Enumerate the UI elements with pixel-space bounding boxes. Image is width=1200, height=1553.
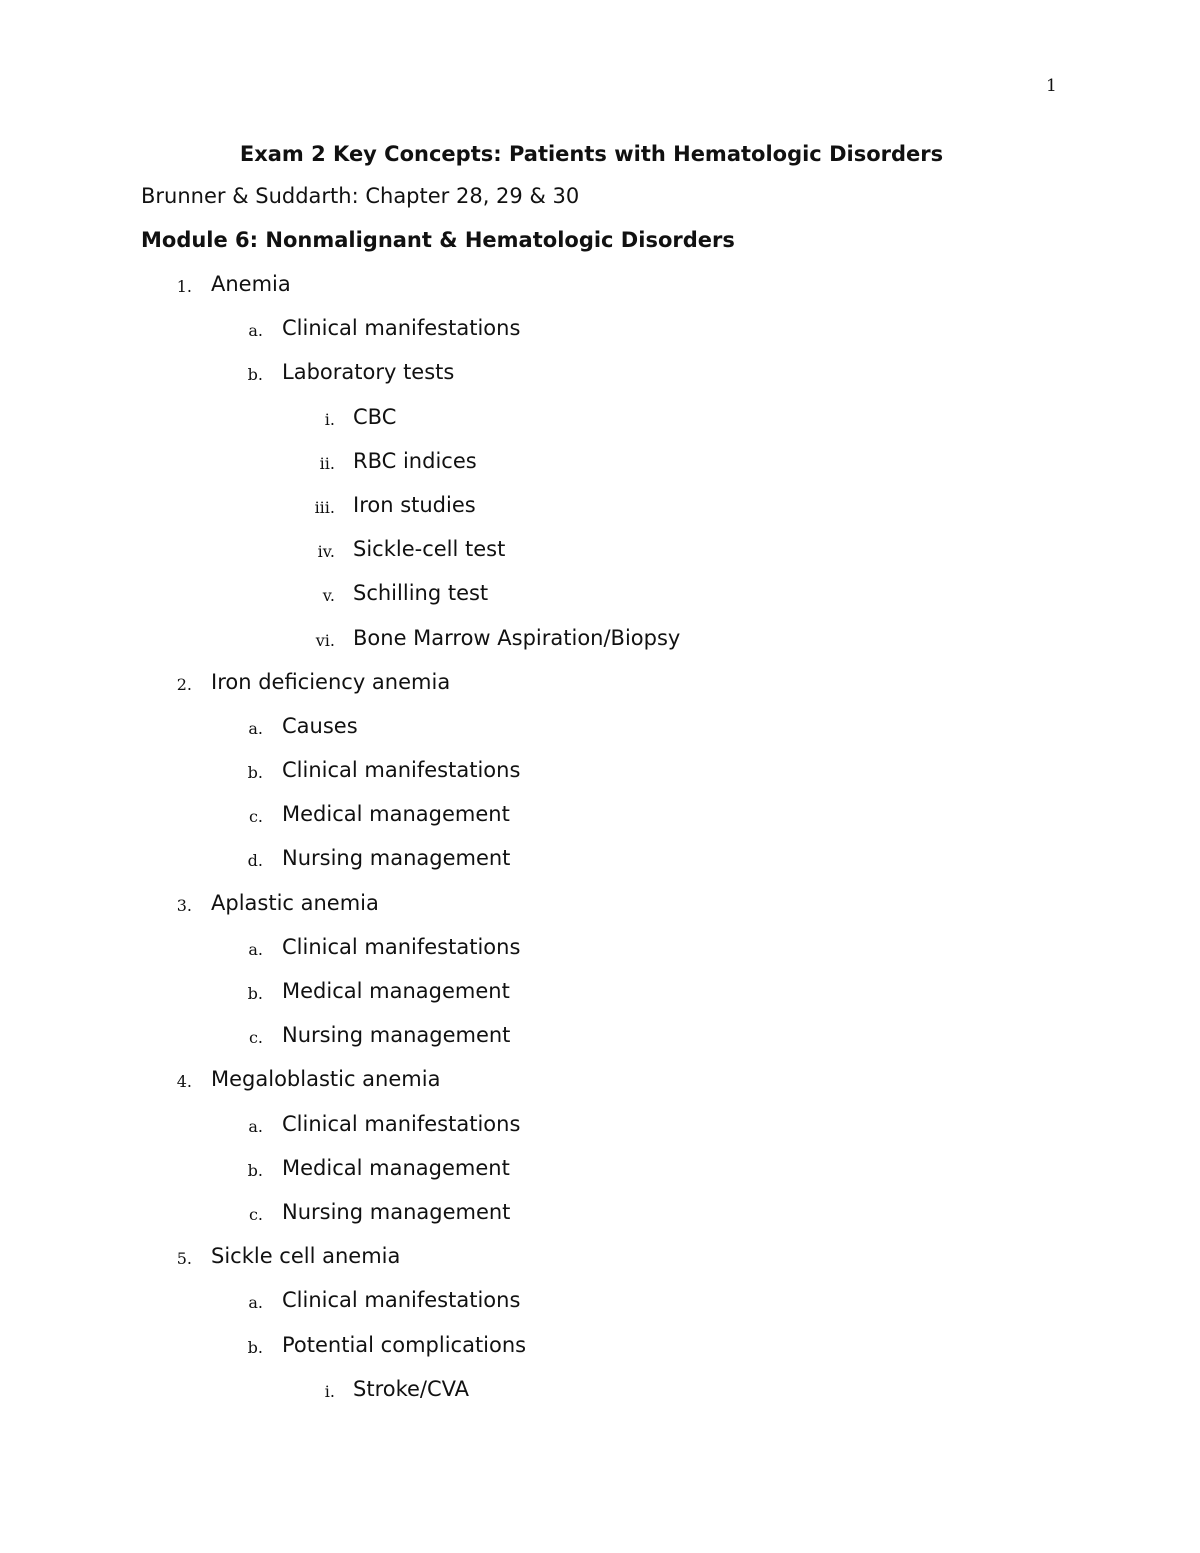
outline-item-level-2 xyxy=(0,1021,1200,1065)
outline-item-marker: c. xyxy=(248,807,263,827)
outline-item-level-1 xyxy=(0,1242,1200,1286)
outline-item-text: Nursing management xyxy=(282,846,511,871)
outline-item-text: Potential complications xyxy=(282,1332,527,1357)
outline-item-text: Clinical manifestations xyxy=(282,316,521,341)
outline-item-marker: v. xyxy=(322,586,335,606)
outline-item-marker: vi. xyxy=(315,630,335,650)
outline-item-marker: a. xyxy=(248,718,263,738)
outline-item-level-1 xyxy=(0,1065,1200,1109)
outline-item-text: Megaloblastic anemia xyxy=(211,1067,441,1092)
outline-item-level-3 xyxy=(0,579,1200,623)
outline-item-marker: iii. xyxy=(314,497,335,517)
outline-item-text: Nursing management xyxy=(282,1199,511,1224)
outline-item-marker: b. xyxy=(247,984,263,1003)
document-subtitle: Brunner & Suddarth: Chapter 28, 29 & 30 xyxy=(141,184,580,208)
outline-item-level-2 xyxy=(0,1110,1200,1154)
outline-item-level-3 xyxy=(0,1375,1200,1419)
outline-item-text: Medical management xyxy=(282,979,510,1003)
outline-item-marker: 4. xyxy=(176,1072,192,1092)
outline-item-text: Clinical manifestations xyxy=(282,758,521,783)
outline-item-marker: b. xyxy=(247,365,263,385)
outline-item-text: Laboratory tests xyxy=(282,360,455,385)
outline-item-marker: c. xyxy=(248,1028,263,1048)
outline-item-level-2 xyxy=(0,314,1200,358)
outline-item-marker: 5. xyxy=(176,1249,192,1269)
outline-item-text: Clinical manifestations xyxy=(282,1288,521,1313)
outline-item-marker: 3. xyxy=(176,895,192,915)
outline-item-text: Causes xyxy=(282,713,358,738)
module-heading: Module 6: Nonmalignant & Hematologic Disorders xyxy=(141,228,735,252)
outline-item-marker: d. xyxy=(247,851,263,871)
outline-item-text: Sickle-cell test xyxy=(353,537,506,562)
outline-item-level-3 xyxy=(0,624,1200,668)
outline-item-marker: a. xyxy=(248,1293,263,1313)
outline-item-text: Clinical manifestations xyxy=(282,934,521,959)
outline-item-level-2 xyxy=(0,1154,1200,1198)
document-title: Exam 2 Key Concepts: Patients with Hematologic Disorders xyxy=(239,142,944,166)
outline-item-marker: 2. xyxy=(176,674,192,694)
outline-item-text: Bone Marrow Aspiration/Biopsy xyxy=(353,625,681,650)
outline-item-level-2 xyxy=(0,1286,1200,1330)
outline-item-marker: a. xyxy=(248,321,263,341)
outline-item-text: Medical management xyxy=(282,802,510,827)
outline-item-marker: 1. xyxy=(176,277,192,296)
outline-item-level-2 xyxy=(0,977,1200,1021)
outline-item-text: Stroke/CVA xyxy=(353,1376,470,1401)
outline-item-level-1 xyxy=(0,889,1200,933)
outline-item-marker: i. xyxy=(324,1381,335,1401)
outline-item-text: Schilling test xyxy=(353,581,489,606)
outline-item-text: Iron deficiency anemia xyxy=(211,669,451,694)
outline-item-level-2 xyxy=(0,358,1200,402)
outline-item-level-2 xyxy=(0,933,1200,977)
outline-item-marker: iv. xyxy=(317,542,335,562)
outline-item-level-3 xyxy=(0,447,1200,491)
outline-item-marker: a. xyxy=(248,1116,263,1136)
outline-item-text: Aplastic anemia xyxy=(211,890,379,915)
outline-item-text: Nursing management xyxy=(282,1023,511,1048)
outline-item-text: RBC indices xyxy=(353,448,477,473)
outline-item-text: Medical management xyxy=(282,1155,510,1180)
outline-item-text: Sickle cell anemia xyxy=(211,1244,401,1269)
outline-item-level-3 xyxy=(0,535,1200,579)
outline-list xyxy=(0,270,1200,1419)
outline-item-marker: c. xyxy=(248,1204,263,1224)
outline-item-level-2 xyxy=(0,1331,1200,1375)
outline-item-marker: ii. xyxy=(319,453,335,473)
outline-item-marker: b. xyxy=(247,1337,263,1357)
outline-item-text: Clinical manifestations xyxy=(282,1111,521,1136)
page-number: 1 xyxy=(1046,76,1057,96)
outline-item-level-2 xyxy=(0,756,1200,800)
outline-item-level-1 xyxy=(0,668,1200,712)
outline-item-marker: b. xyxy=(247,763,263,783)
outline-item-text: Iron studies xyxy=(353,492,476,517)
outline-item-marker: a. xyxy=(248,939,263,959)
outline-item-level-1 xyxy=(0,270,1200,314)
outline-item-text: Anemia xyxy=(211,272,291,296)
outline-item-level-2 xyxy=(0,712,1200,756)
outline-item-level-3 xyxy=(0,403,1200,447)
outline-item-text: CBC xyxy=(353,404,397,429)
outline-item-level-2 xyxy=(0,844,1200,888)
outline-item-marker: i. xyxy=(324,409,335,429)
outline-item-level-2 xyxy=(0,800,1200,844)
outline-item-marker: b. xyxy=(247,1160,263,1180)
outline-item-level-2 xyxy=(0,1198,1200,1242)
outline-item-level-3 xyxy=(0,491,1200,535)
